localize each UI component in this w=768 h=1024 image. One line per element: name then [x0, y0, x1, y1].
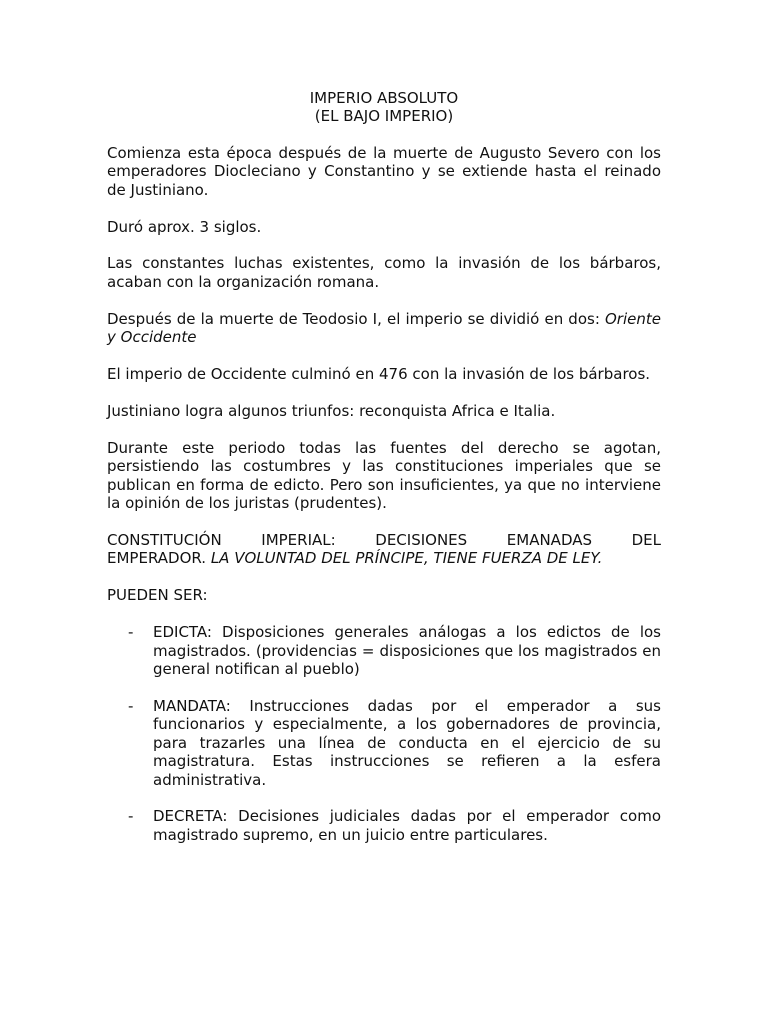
constitution-italic: LA VOLUNTAD DEL PRÍNCIPE, TIENE FUERZA DE LEY.: [210, 549, 603, 568]
list-item-text: MANDATA: Instrucciones dadas por el emperador a sus funcionarios y especialmente, a los gobernadores de provincia, para trazarles una línea de conducta en el ejercicio de su magistratura. Estas instrucciones se refieren a la esfera administrativa.: [153, 696, 661, 789]
list-item: [107, 623, 661, 678]
document-page: [107, 89, 661, 863]
list-item: [107, 807, 661, 844]
document-title: IMPERIO ABSOLUTO: [309, 89, 459, 107]
paragraph-intro: Comienza esta época después de la muerte de Augusto Severo con los emperadores Diocleciano y Constantino y se extiende hasta el reinado de Justiniano.: [107, 143, 661, 199]
division-italic: Oriente y Occidente: [107, 309, 661, 347]
paragraph-duration: Duró aprox. 3 siglos.: [107, 217, 262, 236]
list-item-text: DECRETA: Decisiones judiciales dadas por el emperador como magistrado supremo, en un juicio entre particulares.: [153, 807, 661, 844]
dash-bullet: -: [128, 623, 134, 642]
list-item-text: EDICTA: Disposiciones generales análogas a los edictos de los magistrados. (providencias = disposiciones que los magistrados en general notifican al pueblo): [153, 623, 661, 679]
constitution-emperor: EMPERADOR.: [107, 549, 207, 568]
title-block: [107, 89, 661, 126]
constitution-line: CONSTITUCIÓN IMPERIAL: DECISIONES EMANADAS DEL: [107, 531, 661, 549]
types-list: [107, 623, 661, 844]
paragraph-can-be: PUEDEN SER:: [107, 586, 208, 605]
paragraph-justinian: Justiniano logra algunos triunfos: reconquista Africa e Italia.: [107, 401, 556, 420]
paragraph-occident: El imperio de Occidente culminó en 476 con la invasión de los bárbaros.: [107, 365, 651, 384]
paragraph-constitution: [107, 531, 661, 568]
dash-bullet: -: [128, 696, 134, 715]
paragraph-division: [107, 310, 661, 347]
dash-bullet: -: [128, 807, 134, 826]
paragraph-sources: Durante este periodo todas las fuentes del derecho se agotan, persistiendo las costumbres y las constituciones imperiales que se publican en forma de edicto. Pero son insuficientes, ya que no interviene la opinión de los juristas (prudentes).: [107, 438, 661, 513]
paragraph-struggles: Las constantes luchas existentes, como la invasión de los bárbaros, acaban con la organización romana.: [107, 254, 661, 291]
division-text: Después de la muerte de Teodosio I, el imperio se dividió en dos:: [107, 309, 600, 328]
document-subtitle: (EL BAJO IMPERIO): [314, 107, 454, 126]
list-item: [107, 697, 661, 789]
